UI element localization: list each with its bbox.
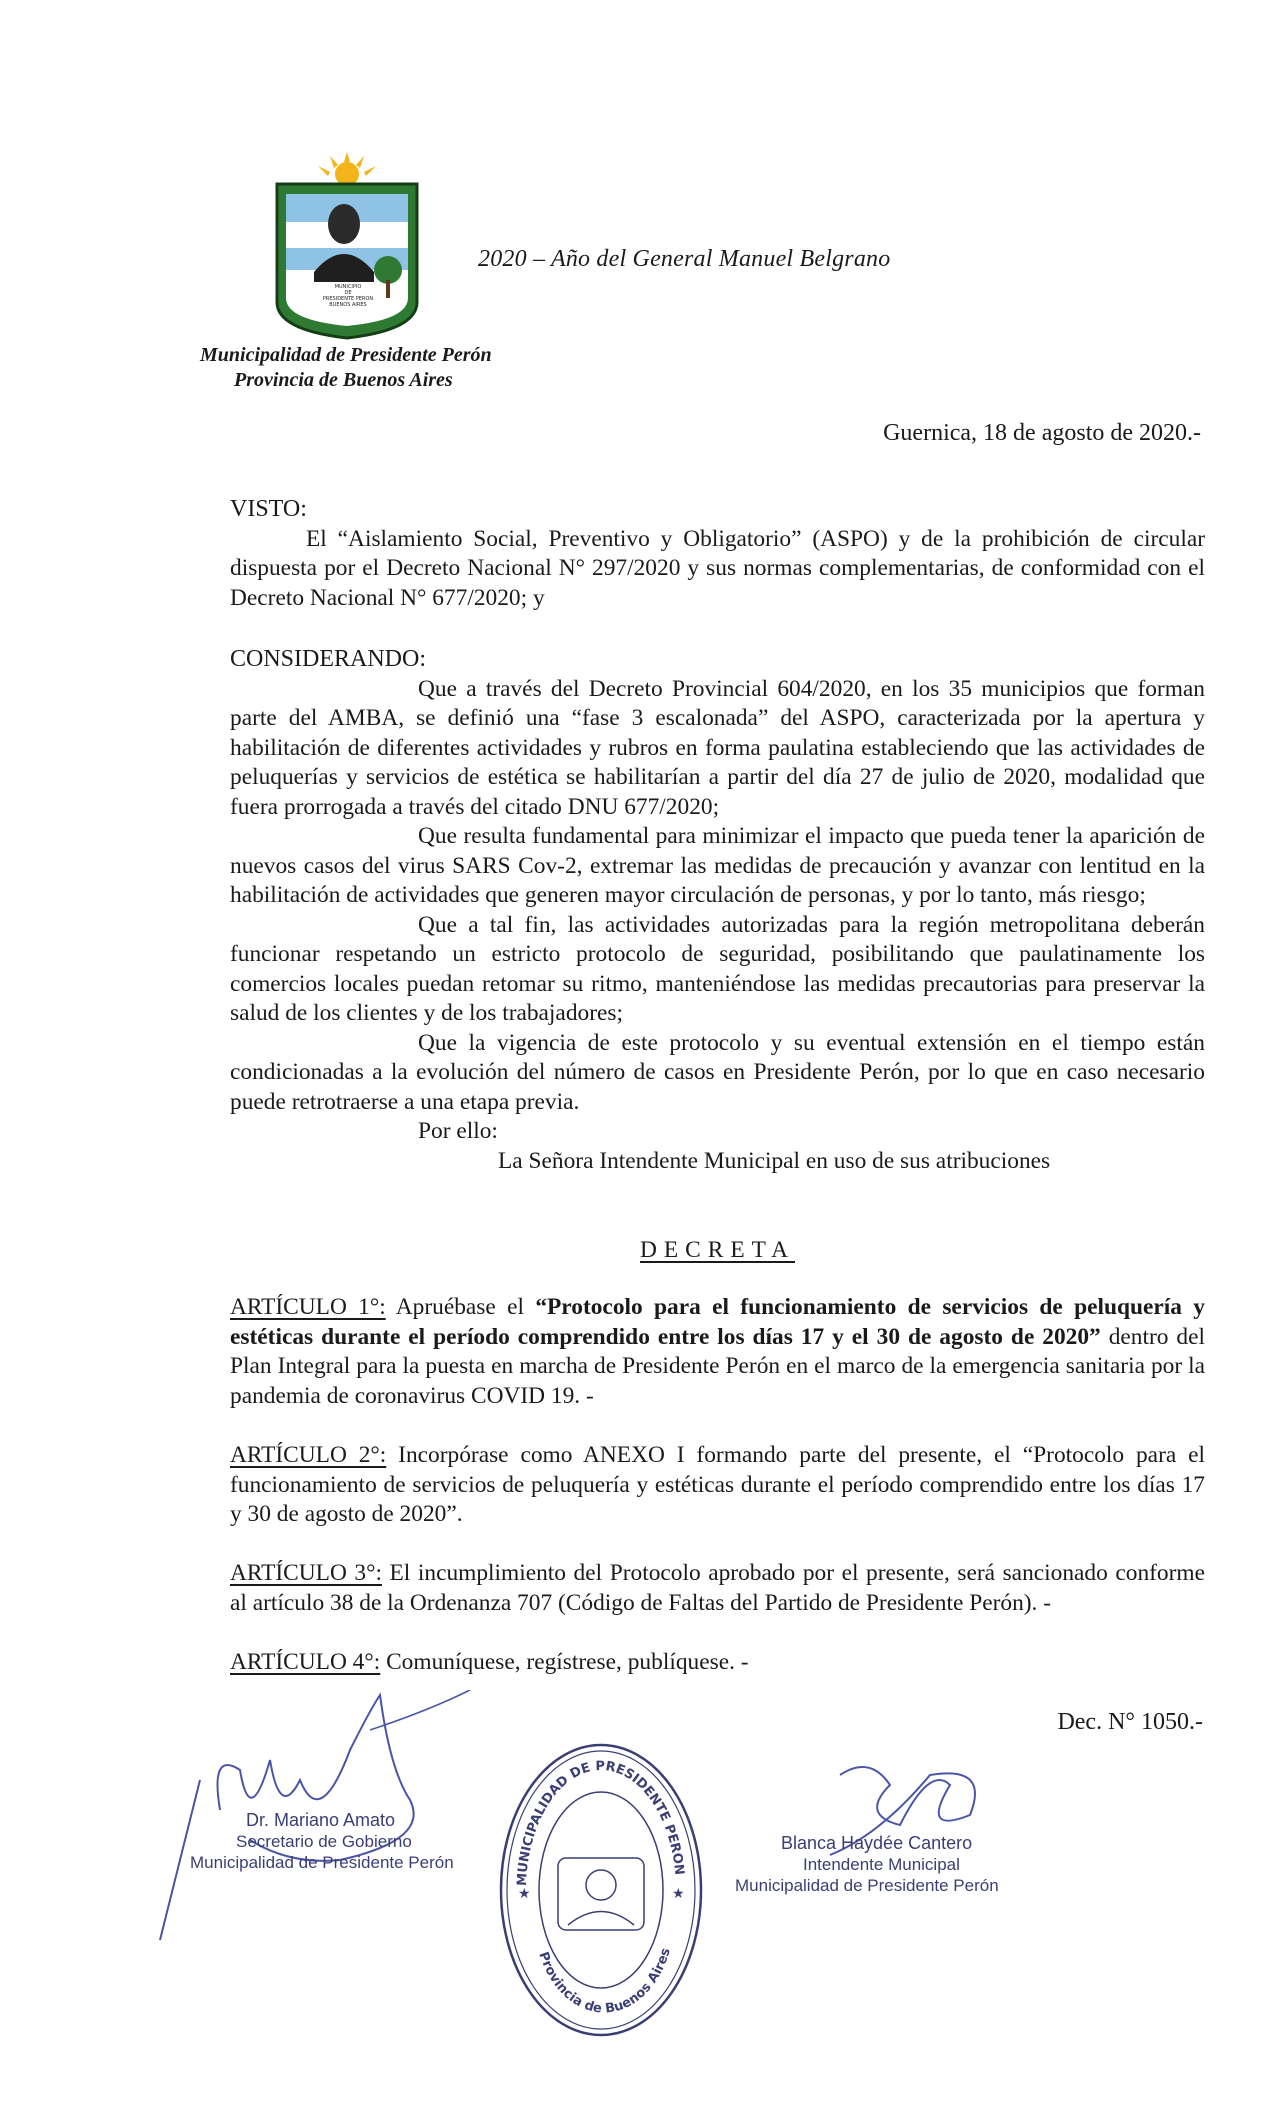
crest-text-2: DE — [344, 290, 352, 296]
crest-text-1: MUNICIPIO — [334, 284, 362, 290]
article-3-text: El incumplimiento del Protocolo aprobado por el presente, será sancionado conforme al artículo 38 de la Ordenanza 707 (Código de Faltas del Partido de Presidente Perón). - — [230, 1560, 1205, 1616]
visto-section — [230, 495, 1205, 613]
visto-heading: VISTO: — [230, 496, 307, 522]
svg-text:★: ★ — [672, 1886, 685, 1902]
crest-text-4: BUENOS AIRES — [329, 302, 367, 308]
considerando-paragraph: Que resulta fundamental para minimizar el impacto que pueda tener la aparición de nuevos casos del virus SARS Cov-2, extremar las medidas de precaución y avanzar con lentitud en la habilitación de actividades que generen mayor circulación de personas, y por lo tanto, más riesgo; — [230, 823, 1205, 908]
article-2-label: ARTÍCULO 2°: — [230, 1442, 387, 1468]
decreta-heading — [230, 1236, 1205, 1266]
article-4 — [230, 1648, 1205, 1678]
article-1-protocol-title: “Protocolo para el funcionamiento de servicios de peluquería y estéticas durante el período comprendido entre los días 17 y el 30 de agosto de 2020” — [230, 1294, 1206, 1350]
article-1-post: dentro del Plan Integral para la puesta en marcha de Presidente Perón en el marco de la emergencia sanitaria por la pandemia de coronavirus COVID 19. - — [230, 1323, 1205, 1409]
svg-text:★: ★ — [518, 1886, 531, 1902]
year-motto: 2020 – Año del General Manuel Belgrano — [478, 246, 891, 272]
article-4-label: ARTÍCULO 4°: — [230, 1649, 381, 1675]
seal-top-text: MUNICIPALIDAD DE PRESIDENTE PERON — [514, 1758, 687, 1887]
article-2-text: Incorpórase como ANEXO I formando parte del presente, el “Protocolo para el funcionamiento de servicios de peluquería y estéticas durante el período comprendido entre los días 17 y 30 de agosto de 2020”. — [230, 1442, 1206, 1527]
article-3 — [230, 1559, 1205, 1618]
considerando-paragraph: Que a través del Decreto Provincial 604/2020, en los 35 municipios que forman parte del AMBA, se definió una “fase 3 escalonada” del ASPO, caracterizada por la apertura y habilitación de diferentes actividades y rubros en forma paulatina estableciendo que las actividades de peluquerías y servicios de estética se habilitarían a partir del día 27 de julio de 2020, modalidad que fuera prorrogada a través del citado DNU 677/2020; — [230, 675, 1205, 820]
article-3-label: ARTÍCULO 3°: — [230, 1560, 382, 1586]
considerando-paragraph: Que la vigencia de este protocolo y su eventual extensión en el tiempo están condicionadas a la evolución del número de casos en Presidente Perón, por lo que en caso necesario puede retrotraerse a una etapa previa. — [230, 1029, 1205, 1115]
crest-text-3: PRESIDENTE PERON — [322, 296, 374, 302]
signer-right-name: Blanca Haydée Cantero — [781, 1833, 973, 1853]
article-2 — [230, 1441, 1205, 1530]
considerando-section — [230, 645, 1205, 1176]
signer-left-name: Dr. Mariano Amato — [246, 1810, 396, 1830]
municipal-crest — [272, 152, 422, 342]
province-name: Provincia de Buenos Aires — [234, 369, 453, 391]
date-line: Guernica, 18 de agosto de 2020.- — [883, 420, 1201, 446]
article-1 — [230, 1293, 1205, 1411]
official-seal — [496, 1740, 706, 2040]
visto-text: El “Aislamiento Social, Preventivo y Obligatorio” (ASPO) y de la prohibición de circular dispuesta por el Decreto Nacional N° 297/2020 y sus normas complementarias, de conformidad con el Decreto Nacional N° 677/2020; y — [230, 525, 1205, 611]
por-ello: Por ello: — [418, 1118, 498, 1144]
article-1-label: ARTÍCULO 1°: — [230, 1294, 386, 1320]
intendente-clause: La Señora Intendente Municipal en uso de sus atribuciones — [498, 1147, 1051, 1174]
decree-number: Dec. N° 1050.- — [1057, 1709, 1203, 1735]
signer-right-role: Intendente Municipal — [803, 1855, 960, 1874]
article-4-text: Comuníquese, regístrese, publíquese. - — [380, 1649, 749, 1675]
decreta-label: DECRETA — [640, 1237, 795, 1263]
considerando-heading: CONSIDERANDO: — [230, 646, 427, 672]
signer-left-org: Municipalidad de Presidente Perón — [190, 1853, 454, 1872]
municipality-name: Municipalidad de Presidente Perón — [200, 344, 492, 366]
signer-left-role: Secretario de Gobierno — [236, 1832, 412, 1851]
article-1-pre: Apruébase el — [385, 1294, 536, 1320]
signer-right-org: Municipalidad de Presidente Perón — [735, 1876, 999, 1895]
seal-bottom-text: Provincia de Buenos Aires — [535, 1946, 674, 2017]
municipality-header — [200, 343, 492, 393]
considerando-paragraph: Que a tal fin, las actividades autorizadas para la región metropolitana deberán funcionar respetando un estricto protocolo de seguridad, posibilitando que paulatinamente los comercios locales puedan retomar su ritmo, manteniéndose las medidas precautorias para preservar la salud de los clientes y de los trabajadores; — [230, 911, 1205, 1026]
signature-right — [735, 1833, 999, 1896]
signature-left — [190, 1810, 454, 1873]
